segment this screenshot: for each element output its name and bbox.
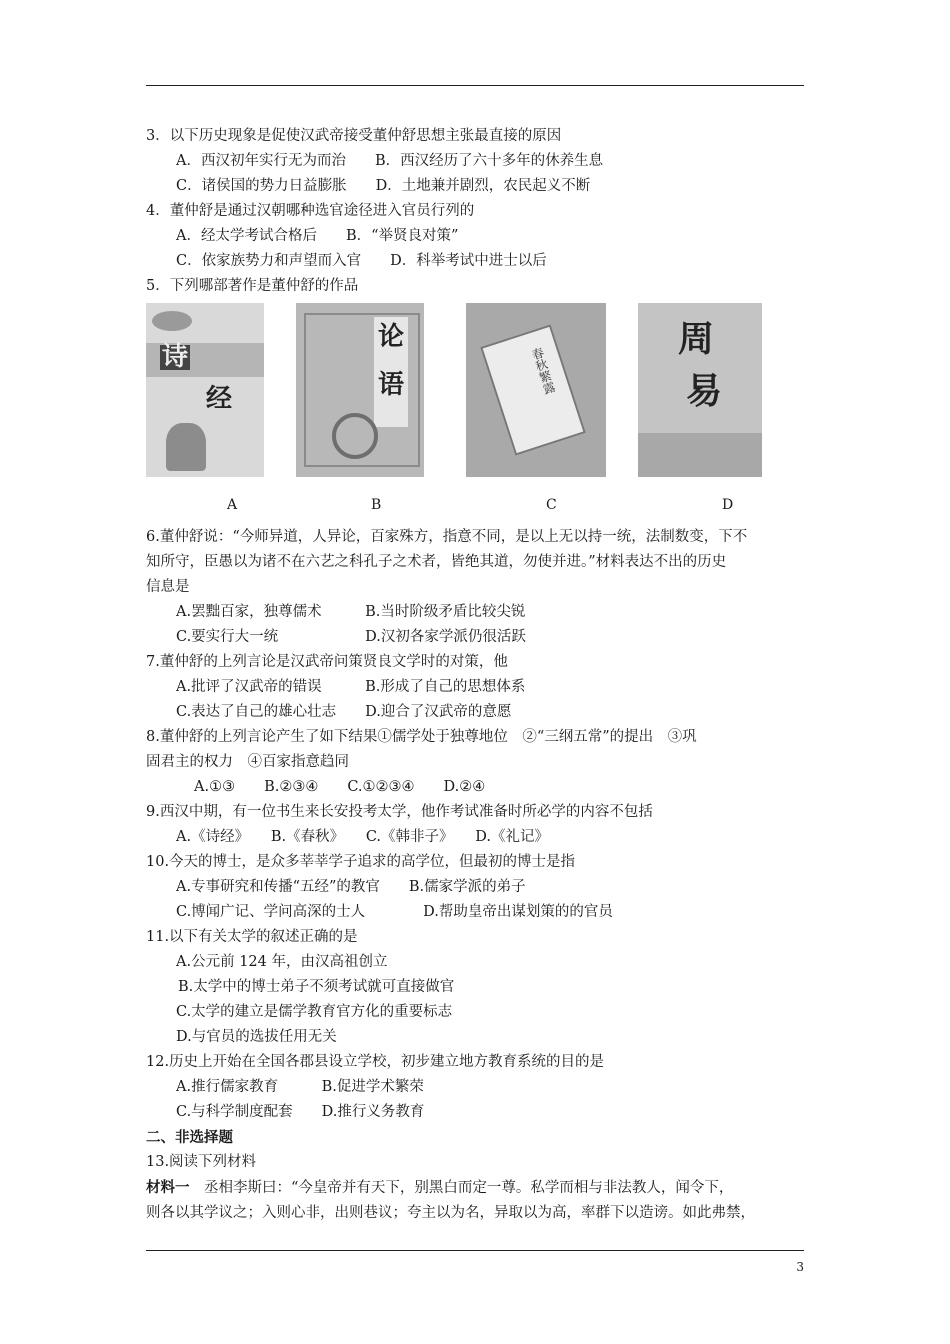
material-label: 材料一	[146, 1179, 190, 1196]
question-11-option-d: D.与官员的选拔任用无关	[176, 1029, 337, 1045]
book-a-title-2: 经	[206, 384, 233, 414]
question-9-options: A.《诗经》 B.《春秋》 C.《韩非子》 D.《礼记》	[176, 829, 549, 845]
question-12-stem: 12.历史上开始在全国各郡县设立学校，初步建立地方教育系统的目的是	[146, 1054, 605, 1070]
question-11-option-a: A.公元前 124 年，由汉高祖创立	[176, 954, 388, 970]
question-4-options-2: C．依家族势力和声望而入官 D．科举考试中进士以后	[176, 253, 547, 269]
page-number: 3	[796, 1260, 804, 1274]
book-b-title-1: 论	[378, 322, 405, 352]
question-6-stem-2: 知所守，臣愚以为诸不在六艺之科孔子之术者，皆绝其道，勿使并进。”材料表达不出的历史	[146, 554, 727, 570]
book-label-d: D	[722, 497, 734, 513]
book-b-title-2: 语	[378, 370, 405, 400]
footer-rule	[146, 1250, 804, 1251]
question-10-stem: 10.今天的博士，是众多莘莘学子追求的高学位，但最初的博士是指	[146, 854, 576, 870]
question-7-stem: 7.董仲舒的上列言论是汉武帝问策贤良文学时的对策，他	[146, 654, 508, 670]
question-8-options: A.①③ B.②③④ C.①②③④ D.②④	[194, 779, 486, 795]
book-image-a	[146, 303, 264, 477]
question-3-options-2: C．诸侯国的势力日益膨胀 D．土地兼并剧烈，农民起义不断	[176, 178, 591, 194]
question-6-stem-1: 6.董仲舒说：“今师异道，人异论，百家殊方，指意不同，是以上无以持一统，法制数变，下不	[146, 529, 748, 545]
question-11-option-b: B.太学中的博士弟子不须考试就可直接做官	[178, 979, 455, 995]
question-13-stem: 13.阅读下列材料	[146, 1154, 257, 1170]
question-11-option-c: C.太学的建立是儒学教育官方化的重要标志	[176, 1004, 453, 1020]
question-6-options-2: C.要实行大一统 D.汉初各家学派仍很活跃	[176, 629, 526, 645]
book-label-b: B	[371, 497, 382, 513]
book-c-title: 春秋繁露	[528, 345, 558, 396]
book-label-a: A	[227, 497, 238, 513]
book-a-title-1: 诗	[162, 342, 189, 372]
question-5-stem: 5．下列哪部著作是董仲舒的作品	[146, 278, 359, 294]
book-d-title-1: 周	[678, 318, 715, 360]
book-images	[146, 301, 814, 525]
question-7-options-1: A.批评了汉武帝的错误 B.形成了自己的思想体系	[176, 679, 526, 695]
question-12-options-2: C.与科学制度配套 D.推行义务教育	[176, 1104, 425, 1120]
question-13-material-2: 则各以其学议之；入则心非，出则巷议；夸主以为名，异取以为高，率群下以造谤。如此弗禁，	[146, 1205, 755, 1221]
book-image-d	[638, 303, 762, 477]
question-10-options-2: C.博闻广记、学问高深的士人 D.帮助皇帝出谋划策的的官员	[176, 904, 613, 920]
question-10-options-1: A.专事研究和传播“五经”的教官 B.儒家学派的弟子	[176, 879, 526, 895]
question-6-options-1: A.罢黜百家，独尊儒术 B.当时阶级矛盾比较尖锐	[176, 604, 526, 620]
book-image-c	[466, 303, 606, 477]
question-11-stem: 11.以下有关太学的叙述正确的是	[146, 929, 358, 945]
question-8-stem-1: 8.董仲舒的上列言论产生了如下结果①儒学处于独尊地位 ②“三纲五常”的提出 ③巩	[146, 729, 697, 745]
book-d-title-2: 易	[686, 370, 723, 412]
section-heading: 二、非选择题	[146, 1129, 233, 1146]
question-4-options-1: A．经太学考试合格后 B．“举贤良对策”	[176, 228, 459, 244]
header-rule	[146, 85, 804, 86]
question-12-options-1: A.推行儒家教育 B.促进学术繁荣	[176, 1079, 424, 1095]
book-label-c: C	[546, 497, 557, 513]
question-8-stem-2: 固君主的权力 ④百家指意趋同	[146, 754, 349, 770]
question-7-options-2: C.表达了自己的雄心壮志 D.迎合了汉武帝的意愿	[176, 704, 512, 720]
book-image-b	[296, 303, 424, 477]
exam-content	[146, 124, 814, 1226]
question-3-stem: 3．以下历史现象是促使汉武帝接受董仲舒思想主张最直接的原因	[146, 128, 562, 144]
question-4-stem: 4．董仲舒是通过汉朝哪种选官途径进入官员行列的	[146, 203, 475, 219]
question-9-stem: 9.西汉中期，有一位书生来长安投考太学，他作考试准备时所必学的内容不包括	[146, 804, 653, 820]
question-13-material-1	[146, 1175, 814, 1201]
material-1-text: 丞相李斯曰：“今皇帝并有天下，别黑白而定一尊。私学而相与非法教人，闻令下，	[189, 1180, 734, 1196]
question-3-options-1: A．西汉初年实行无为而治 B．西汉经历了六十多年的休养生息	[176, 153, 604, 169]
question-6-stem-3: 信息是	[146, 579, 190, 595]
